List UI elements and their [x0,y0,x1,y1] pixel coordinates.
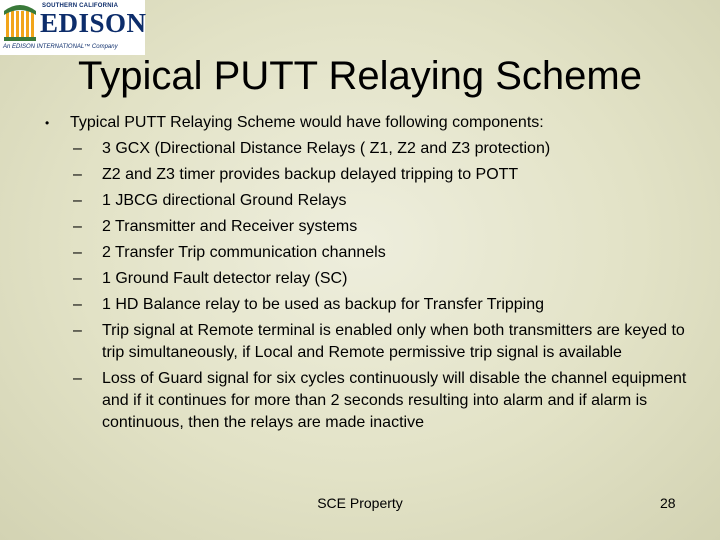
list-item-text: 1 JBCG directional Ground Relays [102,192,347,209]
list-item [40,242,690,264]
list-item-text: Z2 and Z3 timer provides backup delayed tripping to POTT [102,166,519,183]
dash-marker: – [73,270,82,287]
dash-marker: – [73,192,82,209]
logo-tagline: An EDISON INTERNATIONAL™ Company [3,44,118,50]
main-bullet-item [40,112,690,134]
footer-text: SCE Property [317,495,403,511]
list-item-text: Trip signal at Remote terminal is enabled only when both transmitters are keyed to trip simultaneously, if Local and Remote permissive trip signal is available [102,322,685,361]
list-item [40,368,690,434]
list-item-text: 1 Ground Fault detector relay (SC) [102,270,348,287]
list-item [40,190,690,212]
list-item [40,320,690,364]
list-item-text: 3 GCX (Directional Distance Relays ( Z1, Z2 and Z3 protection) [102,140,551,157]
dash-marker: – [73,370,82,387]
list-item-text: 2 Transmitter and Receiver systems [102,218,358,235]
logo-name: EDISON [40,8,147,38]
list-item [40,138,690,160]
sunburst-logo-icon [2,1,38,43]
dash-marker: – [73,322,82,339]
edison-logo [0,0,145,55]
slide-body [40,112,690,438]
list-item [40,294,690,316]
list-item-text: 1 HD Balance relay to be used as backup for Transfer Tripping [102,296,545,313]
dash-marker: – [73,244,82,261]
dash-marker: – [73,140,82,157]
list-item [40,164,690,186]
dash-marker: – [73,166,82,183]
bullet-marker: • [45,116,50,130]
component-list [40,138,690,434]
list-item [40,216,690,238]
dash-marker: – [73,218,82,235]
list-item [40,268,690,290]
page-number: 28 [660,495,676,511]
slide-title: Typical PUTT Relaying Scheme [78,54,642,98]
list-item-text: 2 Transfer Trip communication channels [102,244,386,261]
dash-marker: – [73,296,82,313]
main-bullet-text: Typical PUTT Relaying Scheme would have following components: [70,114,544,131]
list-item-text: Loss of Guard signal for six cycles continuously will disable the channel equipment and if it continues for more than 2 seconds resulting into alarm and if alarm is continuous, then the relays are made inactive [102,370,687,431]
logo-subtitle: SOUTHERN CALIFORNIA [42,3,119,9]
